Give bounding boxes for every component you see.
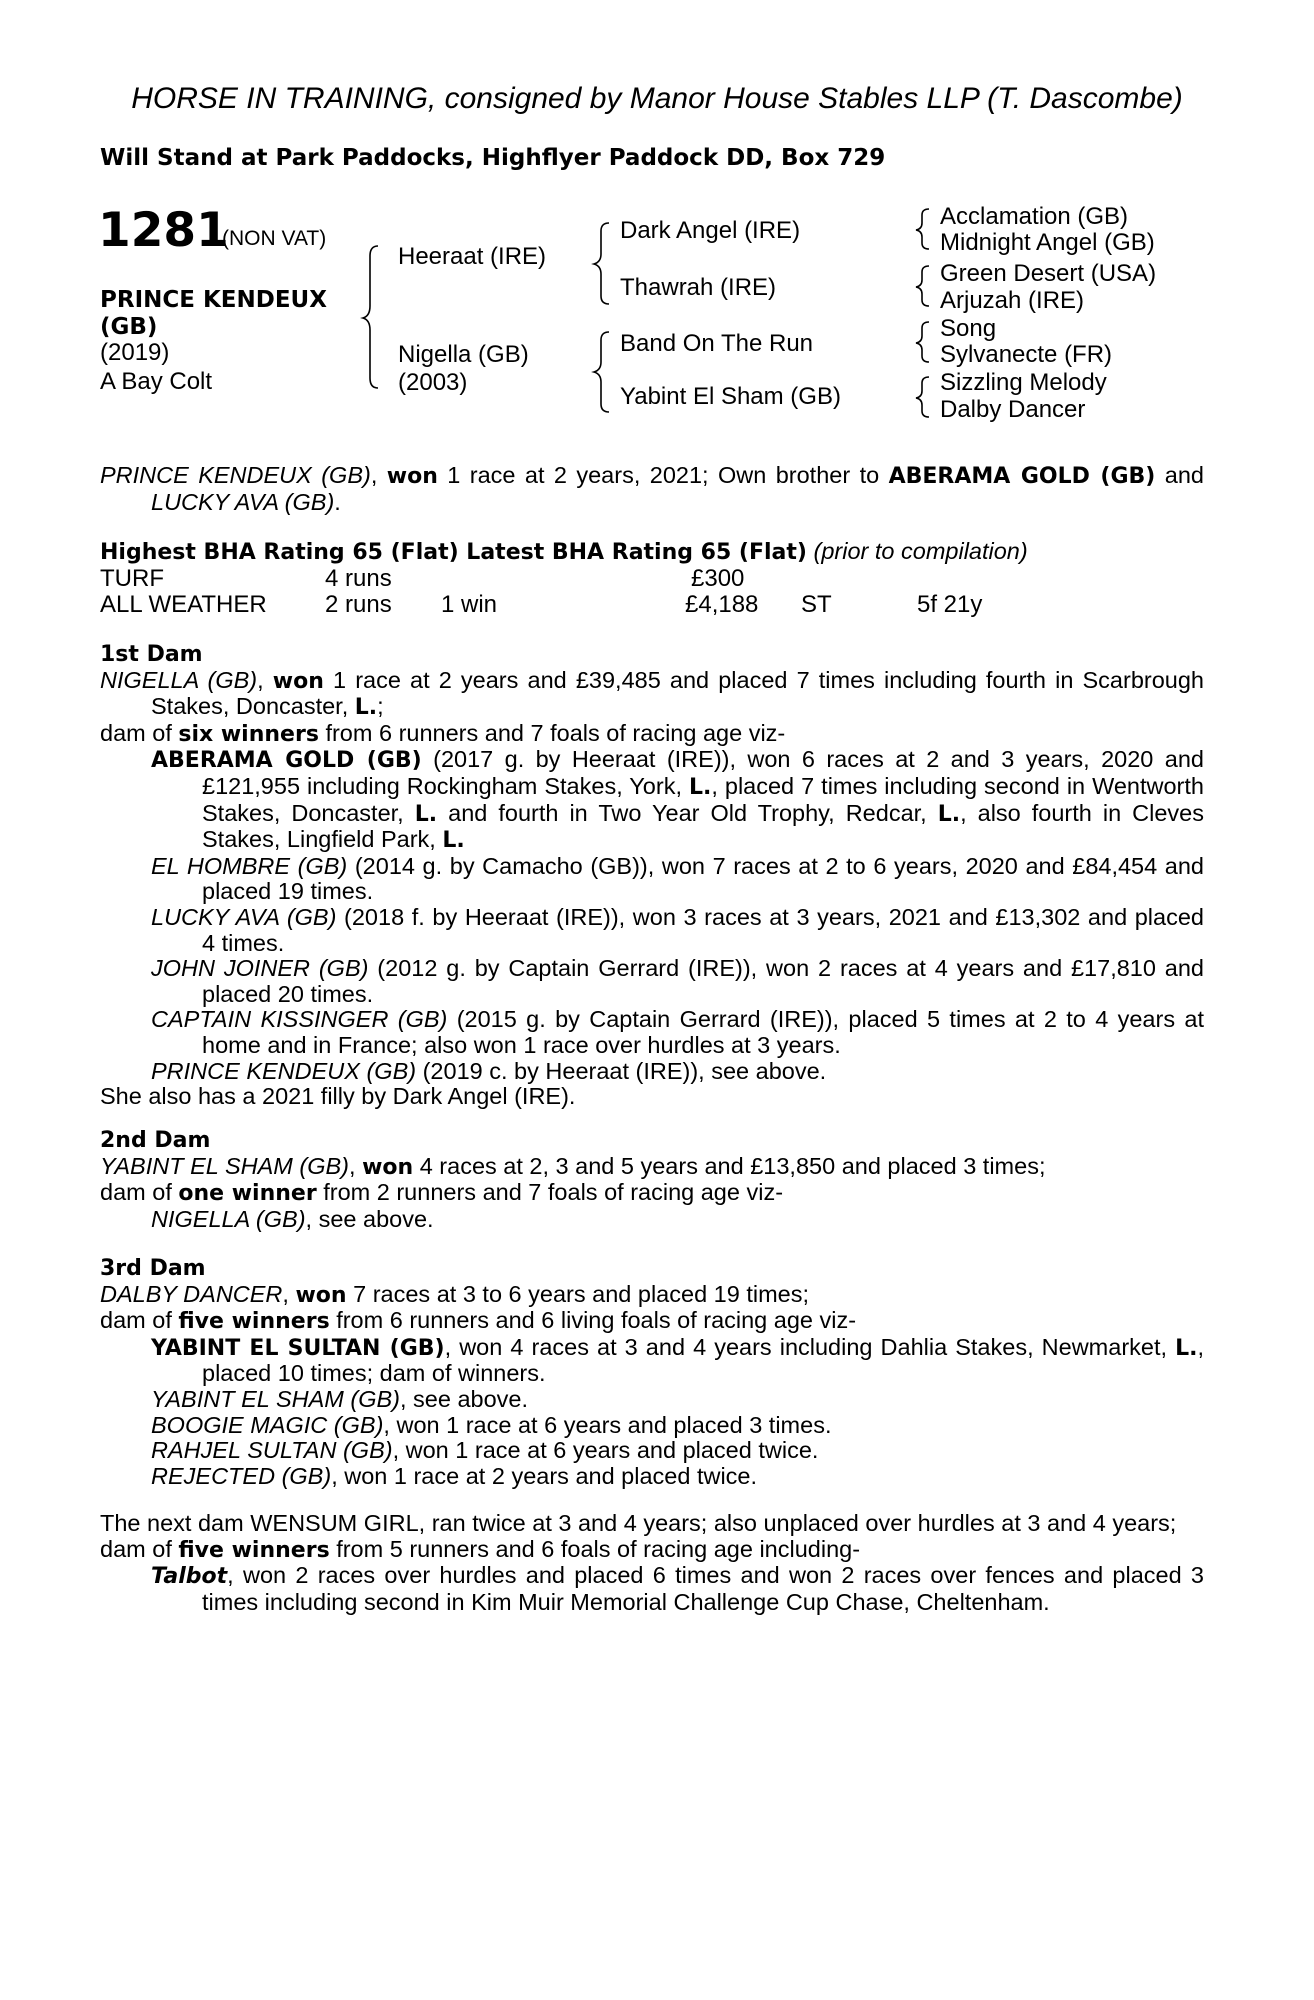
horse-year: (2019) [100, 339, 170, 366]
aw-going: ST [801, 591, 832, 618]
produce-name: NIGELLA (GB) [151, 1205, 306, 1232]
aw-label: ALL WEATHER [100, 591, 267, 618]
ratings-note: (prior to compilation) [806, 538, 1028, 564]
summary-paragraph: PRINCE KENDEUX (GB), won 1 race at 2 years, 2021; Own brother to ABERAMA GOLD (GB) and LUCKY AVA (GB). [100, 462, 1204, 515]
vat-status: (NON VAT) [222, 227, 327, 250]
stand-location: Will Stand at Park Paddocks, Highflyer Paddock DD, Box 729 [100, 145, 886, 171]
produce-entry [100, 1387, 1204, 1413]
aw-wins: 1 win [441, 591, 498, 618]
pedigree-g5: Song [940, 315, 997, 342]
horse-name-line1: PRINCE KENDEUX [100, 287, 327, 313]
produce-name: CAPTAIN KISSINGER (GB) [151, 1006, 448, 1033]
pedigree-g4: Arjuzah (IRE) [940, 287, 1085, 314]
pedigree-g2: Midnight Angel (GB) [940, 229, 1155, 256]
produce-text: , see above. [400, 1385, 529, 1412]
pedigree-dam-sire: Band On The Run [620, 330, 814, 357]
produce-entry [100, 1438, 1204, 1464]
produce-name: RAHJEL SULTAN (GB) [151, 1437, 393, 1464]
produce-entry [100, 1207, 1204, 1233]
aw-distance: 5f 21y [917, 591, 983, 618]
winners-count: five winners [178, 1537, 330, 1563]
second-dam-heading: 2nd Dam [100, 1128, 211, 1153]
pedigree-sire: Heeraat (IRE) [398, 243, 547, 270]
first-dam-name: NIGELLA (GB) [100, 666, 258, 693]
third-dam-name: DALBY DANCER [100, 1280, 283, 1307]
dam-of: dam of [100, 1307, 179, 1334]
produce-entry [100, 1059, 1204, 1085]
first-dam-text-end: ; [377, 693, 384, 720]
listed-mark: L. [1175, 1335, 1198, 1361]
lot-number: 1281 [98, 203, 229, 258]
produce-text: , won 1 race at 6 years and placed 3 times. [383, 1411, 832, 1438]
pedigree-g7: Sizzling Melody [940, 369, 1107, 396]
dam-of: dam of [100, 1535, 179, 1562]
produce-name: Talbot [151, 1564, 228, 1590]
produce-text: (2014 g. by Camacho (GB)), won 7 races at 2 to 6 years, 2020 and £84,454 and placed 19 times. [202, 852, 1204, 905]
summary-text: 1 race at 2 years, 2021; Own brother to [437, 462, 889, 488]
pedigree-g8: Dalby Dancer [940, 396, 1086, 423]
produce-text: (2017 g. by Heeraat (IRE)), won 6 races at 2 and 3 years, 2020 and £121,955 including Rockingham Stakes, York, [202, 746, 1204, 799]
produce-text: and fourth in Two Year Old Trophy, Redcar, [437, 799, 938, 826]
winners-count: five winners [178, 1309, 330, 1335]
pedigree-g3: Green Desert (USA) [940, 260, 1157, 287]
pedigree-sire-dam: Thawrah (IRE) [620, 274, 777, 301]
produce-text: from 2 runners and 7 foals of racing age viz- [316, 1179, 784, 1206]
turf-prize: £300 [691, 565, 745, 592]
turf-runs: 4 runs [325, 565, 392, 592]
second-dam-produce-intro [100, 1180, 1204, 1207]
pedigree-g6: Sylvanecte (FR) [940, 341, 1113, 368]
first-dam-footer: She also has a 2021 filly by Dark Angel (IRE). [100, 1083, 576, 1110]
third-dam-produce-intro [100, 1308, 1204, 1335]
first-dam-produce-intro [100, 721, 1204, 748]
next-dam-section [100, 1511, 1204, 1615]
page-heading: HORSE IN TRAINING, consigned by Manor House Stables LLP (T. Dascombe) [131, 82, 1183, 115]
produce-text: , see above. [305, 1205, 434, 1232]
produce-text: , won 1 race at 2 years and placed twice. [331, 1462, 758, 1489]
third-dam-text: 7 races at 3 to 6 years and placed 19 times; [346, 1280, 810, 1307]
second-dam-name: YABINT EL SHAM (GB) [100, 1152, 349, 1179]
second-dam-record: YABINT EL SHAM (GB), won 4 races at 2, 3 and 5 years and £13,850 and placed 3 times; [100, 1152, 1046, 1180]
summary-won: won [386, 464, 438, 489]
third-dam-won: won [295, 1282, 347, 1308]
pedigree-dam: Nigella (GB) [398, 341, 529, 368]
listed-mark: L. [688, 774, 712, 800]
turf-label: TURF [100, 565, 164, 592]
produce-entry [100, 1007, 1204, 1058]
winners-count: one winner [178, 1181, 317, 1207]
produce-text: from 6 runners and 7 foals of racing age viz- [318, 719, 786, 746]
third-dam-heading: 3rd Dam [100, 1256, 206, 1281]
listed-mark: L. [937, 801, 961, 827]
produce-text: (2012 g. by Captain Gerrard (IRE)), won 2 races at 4 years and £17,810 and placed 20 times. [202, 955, 1204, 1007]
summary-horse-name: PRINCE KENDEUX (GB) [100, 462, 371, 488]
produce-text: , placed 10 times; dam of winners. [202, 1333, 1205, 1387]
next-dam-record: The next dam WENSUM GIRL, ran twice at 3 and 4 years; also unplaced over hurdles at 3 and 4 years; [100, 1510, 1177, 1536]
horse-name-line2: (GB) [100, 314, 158, 340]
pedigree-sire-sire: Dark Angel (IRE) [620, 217, 801, 244]
summary-end: . [334, 488, 341, 515]
dam-of: dam of [100, 719, 179, 746]
produce-entry [100, 854, 1204, 905]
summary-section [100, 463, 1204, 515]
listed-mark: L. [414, 801, 438, 827]
produce-name: LUCKY AVA (GB) [151, 903, 337, 930]
third-dam-section [100, 1256, 1204, 1489]
produce-entry [100, 1335, 1204, 1387]
produce-entry [100, 747, 1204, 853]
produce-name: YABINT EL SHAM (GB) [151, 1385, 400, 1412]
produce-text: (2015 g. by Captain Gerrard (IRE)), placed 5 times at 2 to 4 years at home and in France; also won 1 race over hurdles at 3 years. [202, 1006, 1205, 1058]
first-dam-heading: 1st Dam [100, 642, 203, 667]
produce-name: BOOGIE MAGIC (GB) [151, 1411, 384, 1438]
first-dam-record: NIGELLA (GB), won 1 race at 2 years and £39,485 and placed 7 times including fourth in Scarbrough Stakes, Doncaster, L.; [100, 666, 1205, 721]
aw-prize: £4,188 [685, 591, 759, 618]
listed-mark: L. [442, 828, 465, 854]
produce-text: (2019 c. by Heeraat (IRE)), see above. [416, 1057, 827, 1084]
dam-of: dam of [100, 1179, 179, 1206]
produce-entry [100, 1413, 1204, 1439]
next-dam-produce-intro [100, 1537, 1204, 1564]
pedigree-dam-year: (2003) [398, 369, 468, 396]
produce-name: ABERAMA GOLD (GB) [151, 748, 422, 774]
first-dam-section [100, 642, 1204, 1110]
produce-name: PRINCE KENDEUX (GB) [151, 1057, 417, 1084]
produce-name: YABINT EL SULTAN (GB) [151, 1335, 445, 1361]
pedigree-g1: Acclamation (GB) [940, 203, 1129, 230]
produce-text: , won 1 race at 6 years and placed twice. [392, 1437, 819, 1464]
produce-name: JOHN JOINER (GB) [151, 955, 369, 982]
produce-entry [100, 956, 1204, 1007]
listed-mark: L. [354, 695, 378, 721]
pedigree-dam-dam: Yabint El Sham (GB) [620, 383, 841, 410]
produce-text: , won 4 races at 3 and 4 years including Dahlia Stakes, Newmarket, [444, 1333, 1176, 1360]
produce-name: REJECTED (GB) [151, 1462, 332, 1489]
produce-entry [100, 1464, 1204, 1490]
ratings-line [100, 539, 1204, 566]
produce-text: from 5 runners and 6 foals of racing age including- [329, 1535, 861, 1562]
produce-text: , placed 7 times including second in Wentworth Stakes, Doncaster, [202, 772, 1204, 826]
second-dam-won: won [362, 1154, 414, 1180]
produce-text: , won 2 races over hurdles and placed 6 times and won 2 races over fences and placed 3 times including second in Kim Muir Memorial Challenge Cup Chase, Cheltenham. [202, 1562, 1204, 1615]
produce-entry [100, 1563, 1204, 1615]
third-dam-record: DALBY DANCER, won 7 races at 3 to 6 years and placed 19 times; [100, 1280, 810, 1308]
winners-count: six winners [178, 721, 319, 747]
produce-text: from 6 runners and 6 living foals of racing age viz- [329, 1307, 857, 1334]
summary-and: and [1155, 462, 1204, 488]
first-dam-won: won [272, 668, 324, 694]
aw-runs: 2 runs [325, 591, 392, 618]
second-dam-text: 4 races at 2, 3 and 5 years and £13,850 and placed 3 times; [413, 1152, 1046, 1179]
produce-text: (2018 f. by Heeraat (IRE)), won 3 races at 3 years, 2021 and £13,302 and placed 4 times. [202, 903, 1204, 956]
produce-entry [100, 905, 1204, 956]
bha-ratings: Highest BHA Rating 65 (Flat) Latest BHA Rating 65 (Flat) [100, 540, 807, 565]
second-dam-section [100, 1128, 1204, 1232]
summary-brother-name: ABERAMA GOLD (GB) [888, 464, 1156, 489]
summary-sister-name: LUCKY AVA (GB) [151, 488, 335, 515]
horse-description: A Bay Colt [100, 368, 213, 395]
produce-text: , also fourth in Cleves Stakes, Lingfield Park, [202, 799, 1204, 853]
first-dam-text: 1 race at 2 years and £39,485 and placed 7 times including fourth in Scarbrough Stakes, Doncaster, [151, 666, 1205, 720]
produce-name: EL HOMBRE (GB) [151, 852, 348, 879]
